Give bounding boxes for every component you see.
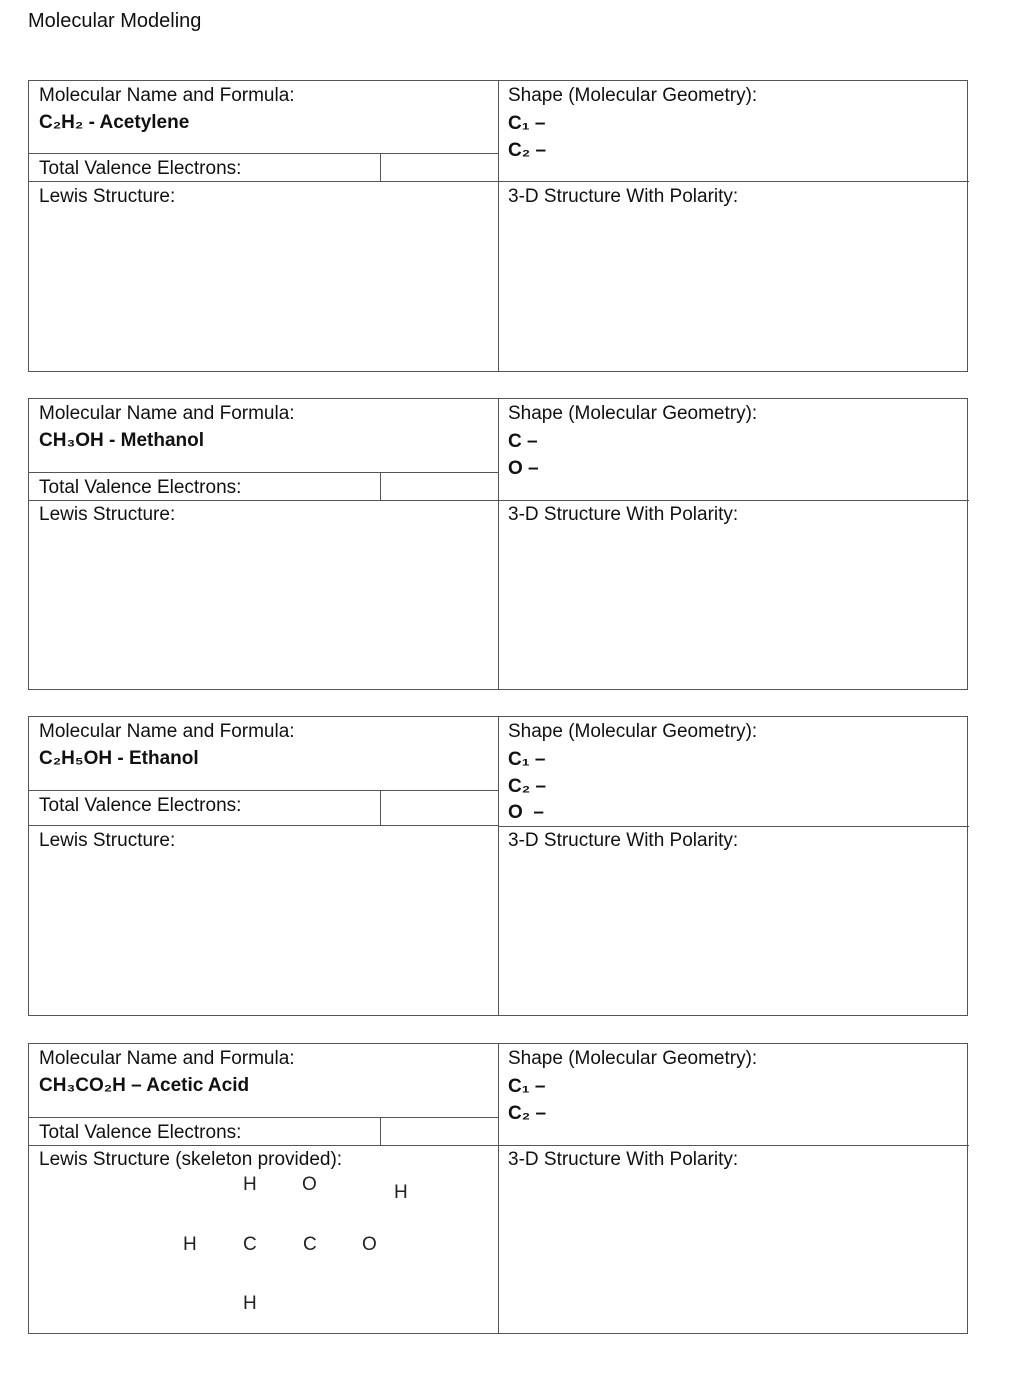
skeleton-atom-h: H — [183, 1234, 197, 1255]
lewis-structure-label: Lewis Structure: — [39, 504, 176, 525]
shape-label: Shape (Molecular Geometry): — [508, 721, 758, 742]
name-formula-label: Molecular Name and Formula: — [39, 403, 295, 424]
valence-answer-box[interactable] — [380, 790, 381, 825]
molecule-card-acetic-acid — [28, 1043, 968, 1334]
total-valence-label: Total Valence Electrons: — [39, 158, 242, 179]
three-d-structure-label: 3-D Structure With Polarity: — [508, 830, 739, 851]
skeleton-atom-h: H — [243, 1174, 257, 1195]
skeleton-atom-c: C — [243, 1234, 257, 1255]
valence-answer-box[interactable] — [380, 1117, 381, 1145]
atom-geometry-c: C – — [508, 431, 538, 452]
name-formula-label: Molecular Name and Formula: — [39, 721, 295, 742]
molecule-formula: CH₃CO₂H – Acetic Acid — [39, 1075, 250, 1096]
shape-label: Shape (Molecular Geometry): — [508, 85, 758, 106]
lewis-structure-label: Lewis Structure: — [39, 186, 176, 207]
lewis-structure-skeleton-label: Lewis Structure (skeleton provided): — [39, 1149, 343, 1170]
valence-answer-box[interactable] — [380, 153, 381, 181]
shape-label: Shape (Molecular Geometry): — [508, 403, 758, 424]
skeleton-atom-o: O — [302, 1174, 317, 1195]
three-d-structure-label: 3-D Structure With Polarity: — [508, 186, 739, 207]
lewis-structure-label: Lewis Structure: — [39, 830, 176, 851]
name-formula-label: Molecular Name and Formula: — [39, 85, 295, 106]
three-d-structure-label: 3-D Structure With Polarity: — [508, 504, 739, 525]
molecule-formula: C₂H₂ - Acetylene — [39, 112, 190, 133]
molecule-formula: CH₃OH - Methanol — [39, 430, 204, 451]
molecule-card-methanol — [28, 398, 968, 690]
atom-geometry-c2: C₂ – — [508, 776, 547, 797]
skeleton-atom-c: C — [303, 1234, 317, 1255]
valence-answer-box[interactable] — [380, 472, 381, 500]
total-valence-label: Total Valence Electrons: — [39, 1122, 242, 1143]
molecule-card-ethanol — [28, 716, 968, 1016]
skeleton-atom-o: O — [362, 1234, 377, 1255]
atom-geometry-c1: C₁ – — [508, 1076, 546, 1097]
atom-geometry-o: O – — [508, 802, 544, 823]
total-valence-label: Total Valence Electrons: — [39, 477, 242, 498]
molecule-card-acetylene — [28, 80, 968, 372]
total-valence-label: Total Valence Electrons: — [39, 795, 242, 816]
atom-geometry-c2: C₂ – — [508, 140, 547, 161]
atom-geometry-c2: C₂ – — [508, 1103, 547, 1124]
page-title: Molecular Modeling — [28, 10, 202, 32]
atom-geometry-c1: C₁ – — [508, 749, 546, 770]
three-d-structure-label: 3-D Structure With Polarity: — [508, 1149, 739, 1170]
name-formula-label: Molecular Name and Formula: — [39, 1048, 295, 1069]
atom-geometry-o: O – — [508, 458, 539, 479]
molecule-formula: C₂H₅OH - Ethanol — [39, 748, 199, 769]
skeleton-atom-h: H — [394, 1182, 408, 1203]
atom-geometry-c1: C₁ – — [508, 113, 546, 134]
shape-label: Shape (Molecular Geometry): — [508, 1048, 758, 1069]
skeleton-atom-h: H — [243, 1293, 257, 1314]
